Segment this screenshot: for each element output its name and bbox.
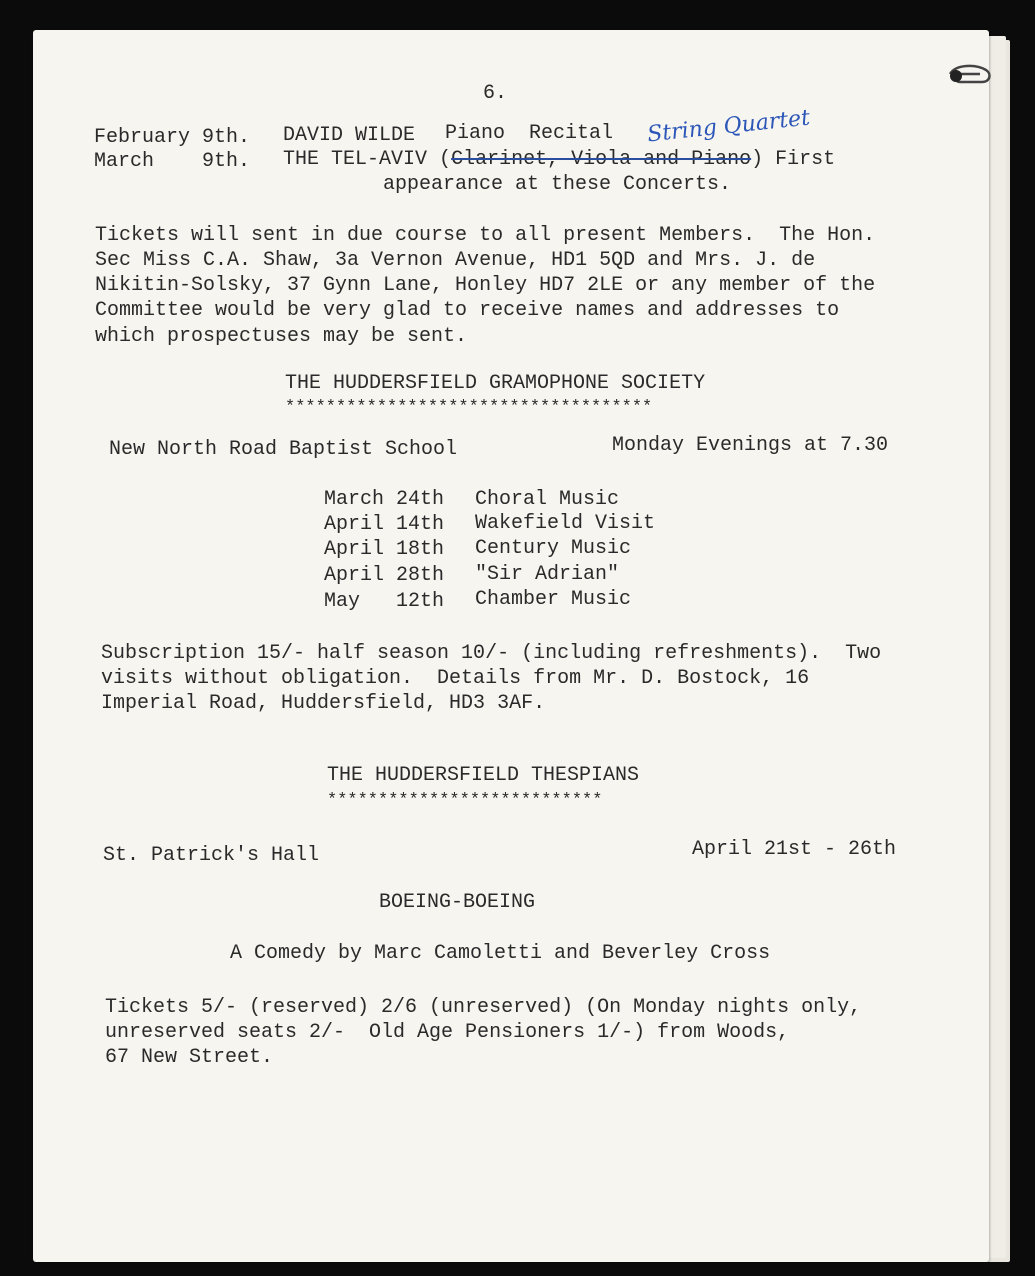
concert-detail-1: Piano Recital [445,122,614,145]
tickets-line-3: Nikitin-Solsky, 37 Gynn Lane, Honley HD7 2LE or any member of the [95,274,876,297]
thespians-heading: THE HUDDERSFIELD THESPIANS [327,764,640,787]
gramophone-stars: ************************************ [285,398,653,417]
gramophone-heading: THE HUDDERSFIELD GRAMOPHONE SOCIETY [285,372,706,395]
thespians-dates: April 21st - 26th [692,838,897,861]
schedule-date-1: March 24th [324,488,445,511]
play-byline: A Comedy by Marc Camoletti and Beverley Cross [230,942,771,965]
concert-title-1: DAVID WILDE [283,124,416,147]
concert-continuation: appearance at these Concerts. [383,173,732,196]
schedule-event-5: Chamber Music [475,588,632,611]
concert-title-2-text: THE TEL-AVIV [283,148,428,171]
schedule-event-3: Century Music [475,537,632,560]
subscription-line-3: Imperial Road, Huddersfield, HD3 3AF. [101,692,546,715]
paren-close: ) [751,148,764,171]
gramophone-when: Monday Evenings at 7.30 [612,434,889,457]
tickets-line-1: Tickets will sent in due course to all present Members. The Hon. [95,224,876,247]
thespians-tickets-line-3: 67 New Street. [105,1046,274,1069]
concert-first-word: First [775,148,836,171]
schedule-date-5: May 12th [324,590,445,613]
schedule-date-3: April 18th [324,538,445,561]
tickets-line-5: which prospectuses may be sent. [95,325,468,348]
thespians-tickets-line-2: unreserved seats 2/- Old Age Pensioners 1/-) from Woods, [105,1021,790,1044]
thespians-tickets-line-1: Tickets 5/- (reserved) 2/6 (unreserved) (On Monday nights only, [105,996,862,1019]
document-page [33,30,989,1262]
schedule-event-1: Choral Music [475,488,620,511]
thespians-venue: St. Patrick's Hall [103,844,320,867]
schedule-date-4: April 28th [324,564,445,587]
thespians-stars: *************************** [327,791,603,810]
concert-date-2: March 9th. [94,150,251,173]
play-title: BOEING-BOEING [379,891,536,914]
subscription-line-1: Subscription 15/- half season 10/- (including refreshments). Two [101,642,882,665]
concert-title-2 [283,148,835,172]
concert-date-1: February 9th. [94,126,251,149]
page-number: 6. [483,82,508,105]
handwritten-annotation: String Quartet [646,105,812,148]
schedule-event-4: "Sir Adrian" [475,563,620,586]
tickets-line-4: Committee would be very glad to receive names and addresses to [95,299,840,322]
schedule-date-2: April 14th [324,513,445,536]
paper-clip-icon [946,60,994,96]
schedule-event-2: Wakefield Visit [475,512,656,535]
paren-open: ( [439,148,452,171]
subscription-line-2: visits without obligation. Details from Mr. D. Bostock, 16 [101,667,810,690]
gramophone-venue: New North Road Baptist School [109,438,458,461]
struck-instrumentation: Clarinet, Viola and Piano [451,148,752,171]
tickets-line-2: Sec Miss C.A. Shaw, 3a Vernon Avenue, HD1 5QD and Mrs. J. de [95,249,816,272]
